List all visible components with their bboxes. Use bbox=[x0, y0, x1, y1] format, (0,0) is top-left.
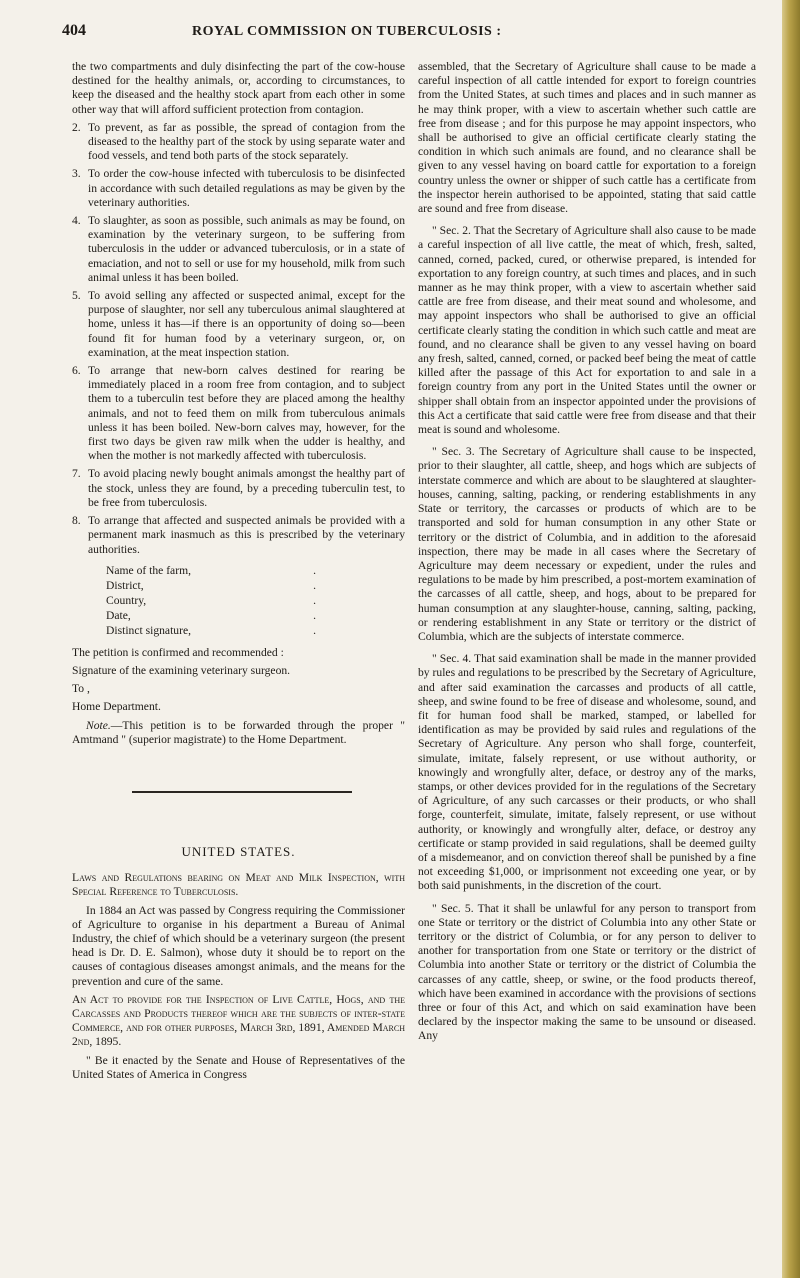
measure-item bbox=[72, 167, 405, 210]
measure-text: To arrange that new-born calves destined for rearing be immediately placed in a room free from contagion, and to subject them to a tuberculin test before they are placed among the healthy animals, and not to feed them on milk from tuberculous animals unless it has been boiled. New-born calves may, however, for the first two days be given raw milk when the udder is healthy, and when the mother is not markedly affected with tuberculosis. bbox=[88, 364, 405, 463]
measure-item bbox=[72, 364, 405, 463]
section-title: UNITED STATES. bbox=[181, 843, 296, 859]
page-header bbox=[62, 22, 762, 42]
petition-form-fields bbox=[106, 563, 405, 638]
right-column bbox=[418, 60, 756, 1052]
act-section-paragraph: " Sec. 2. That the Secretary of Agriculture shall also cause to be made a careful inspection of all live cattle, the meat of which, fresh, salted, canned, corned, packed, cured, or otherwise prepared, is intended for exportation to any foreign country, at such times and places, and in such manner as he may think proper, with a view to ascertain whether said cattle are free from disease, and their meat sound and wholesome, and may appoint inspectors who shall be authorised to give an official certificate clearly stating the condition in which such cattle and meat are found, and no clearance shall be given to any vessel having on board any fresh, salted, canned, corned, or packed beef being the meat of cattle killed after the passage of this Act for exportation to and sale in a foreign country from any port in the United States until the owner or shipper shall obtain from an inspector appointed under the provisions of this Act a certificate that said cattle were free from disease and that their meat is sound and wholesome. bbox=[418, 224, 756, 437]
measure-text: To avoid placing newly bought animals amongst the healthy part of the stock, unless they are found, by a preceding tuberculin test, to be free from tuberculosis. bbox=[88, 467, 405, 509]
form-field-label: Name of the farm, bbox=[106, 563, 191, 577]
intro-paragraph: the two compartments and duly disinfecting the part of the cow-house destined for the healthy animals, or, according to circumstances, to keep the diseased and the healthy stock apart from each other in some other way that will afford sufficient protection from contagion. bbox=[72, 60, 405, 116]
page-number: 404 bbox=[62, 22, 86, 39]
measure-item bbox=[72, 214, 405, 285]
measure-number: 7. bbox=[72, 467, 81, 481]
note-paragraph bbox=[72, 719, 405, 747]
measure-item bbox=[72, 514, 405, 557]
form-field-label: Distinct signature, bbox=[106, 623, 192, 637]
form-field bbox=[106, 623, 316, 638]
home-department-line: Home Department. bbox=[72, 700, 161, 714]
form-field-label: Date, bbox=[106, 608, 131, 622]
section-divider bbox=[132, 791, 352, 793]
form-field bbox=[106, 608, 316, 623]
measure-item bbox=[72, 289, 405, 360]
form-field-label: District, bbox=[106, 578, 144, 592]
addressee-line: To , bbox=[72, 682, 90, 696]
act-section-paragraph: " Sec. 3. The Secretary of Agriculture shall cause to be inspected, prior to their slaughter, all cattle, sheep, and hogs which are subjects of interstate commerce and which are about to be slaughtered at slaughter-houses, canning, salting, packing, or rendering establishments in any State or territory, the carcasses or products of which are to be transported and sold for human consumption in any other State or territory or the district of Columbia, and in addition to the aforesaid inspection, there may be made in all cases where the Secretary of Agriculture may deem necessary or expedient, under the rules and regulations to be made by him prescribed, a post-mortem examination of the carcasses of all cattle, sheep, and hogs, about to be prepared for human consumption at any slaughter-house, canning, salting, packing, or rendering establishment in any State or territory or the district of Columbia, which are the subjects of interstate commerce. bbox=[418, 445, 756, 643]
measure-number: 8. bbox=[72, 514, 81, 528]
measure-text: To arrange that affected and suspected animals be provided with a permanent mark inasmuch as this is prescribed by the veterinary authorities. bbox=[88, 514, 405, 556]
page-edge-strip bbox=[782, 0, 800, 1278]
note-label: Note. bbox=[86, 718, 111, 732]
measure-text: To slaughter, as soon as possible, such animals as may be found, on examination by the veterinary surgeon, to be suffering from tuberculosis in the udder or advanced tuberculosis, or in a state of emaciation, and not to sell or use for my household, milk from such animal unless it has been boiled. bbox=[88, 214, 405, 284]
note-text: —This petition is to be forwarded through the proper " Amtmand " (superior magistrate) to the Home Department. bbox=[72, 718, 405, 746]
form-field-label: Country, bbox=[106, 593, 147, 607]
act-heading: An Act to provide for the Inspection of Live Cattle, Hogs, and the Carcasses and Products thereof which are the subjects of inter-state Commerce, and for other purposes, March 3rd, 1891, Amended March 2nd, 1895. bbox=[72, 992, 405, 1049]
form-field-dot: . bbox=[313, 608, 316, 622]
enacted-paragraph: " Be it enacted by the Senate and House of Representatives of the United States of America in Congress bbox=[72, 1053, 405, 1081]
measure-number: 3. bbox=[72, 167, 81, 181]
measure-text: To avoid selling any affected or suspected animal, except for the purpose of slaughter, nor sell any tuberculous animal slaughtered at home, unless it has—if there is an opportunity of doing so—been found fit for human food by a veterinary surgeon, or, on examination, at the meat inspection station. bbox=[88, 289, 405, 359]
measure-number: 2. bbox=[72, 120, 81, 134]
act-section-paragraph: " Sec. 5. That it shall be unlawful for any person to transport from one State or territory or the district of Columbia into any other State or territory or the district of Columbia, or for any person to deliver to another for transportation from one State or territory or the district of Columbia into another State or territory or the district of Columbia the carcasses of any cattle, sheep, or swine, or the food products thereof, which have been examined in accordance with the provisions of sections three or four of this Act, and which on said examination have been declared by the inspector making the same to be unsound or diseased. Any bbox=[418, 901, 756, 1043]
veterinary-signature-line: Signature of the examining veterinary surgeon. bbox=[72, 663, 291, 677]
measure-text: To order the cow-house infected with tuberculosis to be disinfected in accordance with such detailed regulations as may be given by the veterinary authorities. bbox=[88, 167, 405, 209]
measures-list bbox=[72, 121, 405, 557]
measure-number: 6. bbox=[72, 364, 81, 378]
form-field-dot: . bbox=[313, 563, 316, 577]
running-head: ROYAL COMMISSION ON TUBERCULOSIS : bbox=[192, 24, 502, 39]
measure-number: 4. bbox=[72, 214, 81, 228]
form-field bbox=[106, 563, 316, 578]
form-field-dot: . bbox=[313, 578, 316, 592]
laws-heading: Laws and Regulations bearing on Meat and Milk Inspection, with Special Reference to Tuberculosis. bbox=[72, 871, 405, 899]
measure-text: To prevent, as far as possible, the spread of contagion from the diseased to the healthy part of the stock by using separate water and food vessels, and tend both parts of the stock separately. bbox=[88, 120, 405, 163]
form-field-dot: . bbox=[313, 623, 316, 637]
measure-item bbox=[72, 467, 405, 510]
form-field bbox=[106, 593, 316, 608]
form-field-dot: . bbox=[313, 593, 316, 607]
act-section-paragraph: assembled, that the Secretary of Agriculture shall cause to be made a careful inspection of all cattle intended for export to foreign countries from the United States, at such times and places and in such manner as he may think proper, with a view to ascertain whether such cattle are free from disease ; and for this purpose he may appoint inspectors, who shall be authorised to give an official certificate clearly stating the condition in which such animals are found, and no clearance shall be given to any vessel having on board cattle for exportation to a foreign country unless the owner or shipper of such cattle has a certificate from the inspector herein authorised to be appointed, stating that said cattle are sound and free from disease. bbox=[418, 60, 756, 216]
confirmation-line: The petition is confirmed and recommended : bbox=[72, 645, 284, 659]
measure-number: 5. bbox=[72, 289, 81, 303]
form-field bbox=[106, 578, 316, 593]
act-section-paragraph: " Sec. 4. That said examination shall be made in the manner provided by rules and regulations to be prescribed by the Secretary of Agriculture, and after said examination the carcasses and products of all cattle, sheep, and swine found to be free of disease and wholesome, sound, and fit for human food shall be marked, stamped, or labelled for identification as may be provided by said rules and regulations of the Secretary of Agriculture. Any person who shall forge, counterfeit, simulate, imitate, falsely represent, or use without authority, or knowingly and wrongfully alter, deface, or destroy any of the marks, stamps, or other devices provided for in the regulations of the Secretary of Agriculture, of any such carcasses or their products, or who shall forge, counterfeit, simulate, imitate, falsely represent, or use without authority, or knowingly and wrongfully alter, deface, or destroy any certificate or stamp provided in said regulations, shall be deemed guilty of a misdemeanor, and on conviction thereof shall be punished by a fine not exceeding $1,000, or imprisonment not exceeding one year, or by both said punishments, in the discretion of the court. bbox=[418, 652, 756, 893]
measure-item bbox=[72, 121, 405, 164]
paragraph-1884-act: In 1884 an Act was passed by Congress requiring the Commissioner of Agriculture to organise in his department a Bureau of Animal Industry, the chief of which should be a veterinary surgeon (the present head is Dr. D. E. Salmon), whose duty it should be to report on the causes of contagious diseases amongst animals, and the means for the prevention and cure of the same. bbox=[72, 903, 405, 988]
left-column bbox=[72, 60, 405, 1086]
